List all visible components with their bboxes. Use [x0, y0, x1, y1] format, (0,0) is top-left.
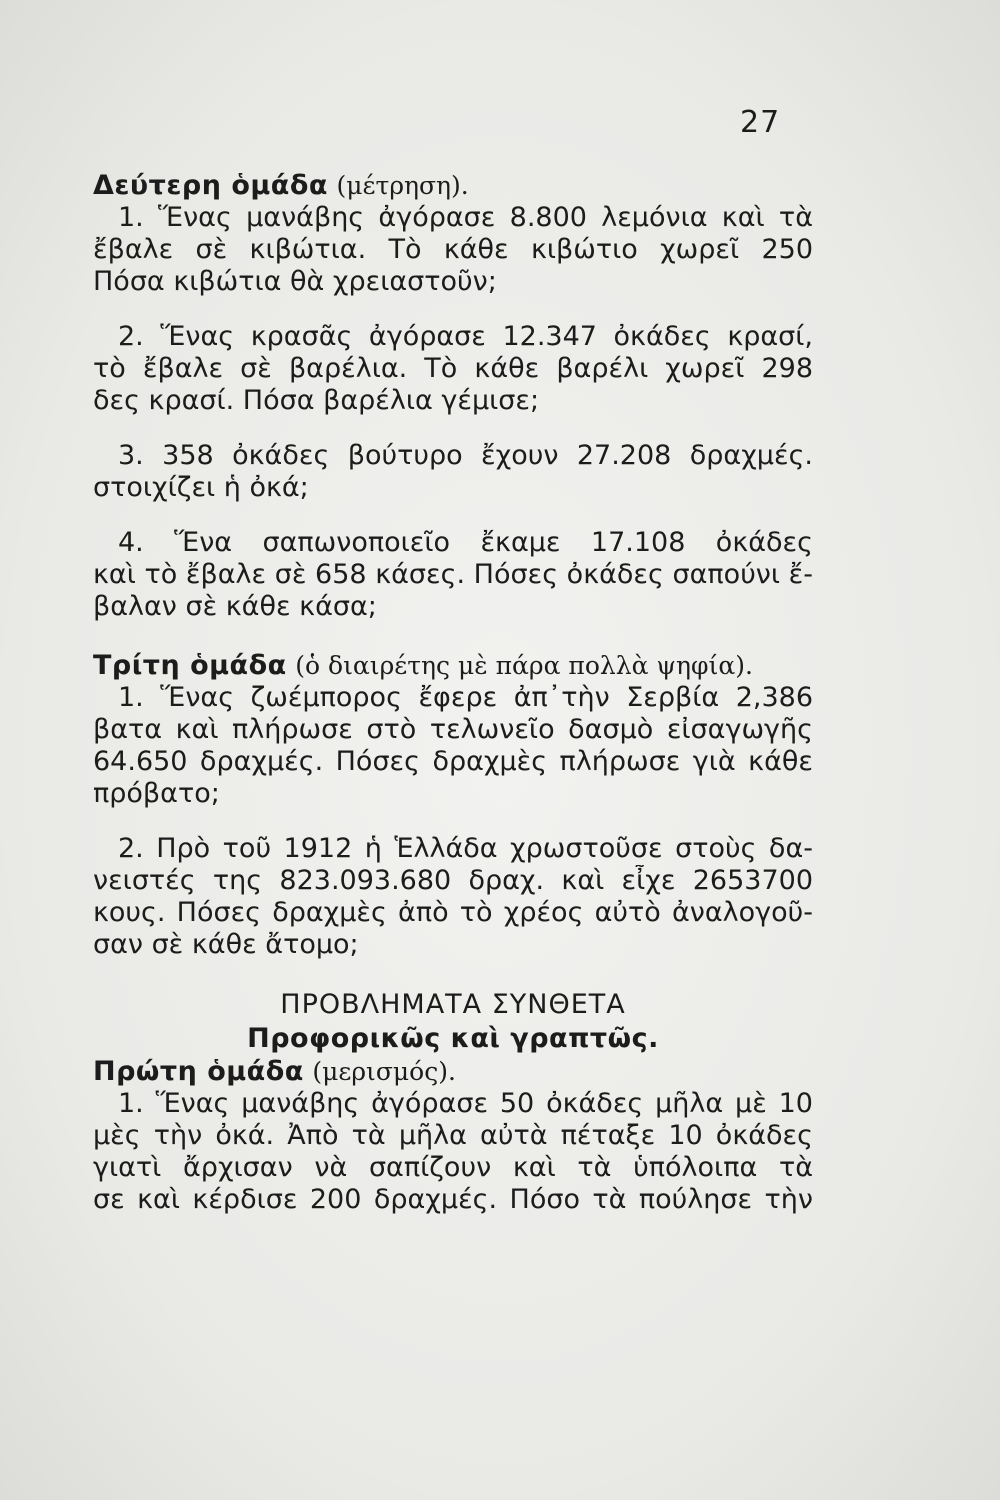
problem-line: βαλαν σὲ κάθε κάσα; [93, 591, 377, 622]
section-heading-title: Δεύτερη ὁμάδα [93, 170, 328, 201]
problem-line: 1. Ἕνας μανάβης ἀγόρασε 50 ὀκάδες μῆλα μὲ 10 [118, 1088, 813, 1119]
section-heading-first-group [93, 1056, 813, 1088]
problem-line: πρόβατο; [93, 778, 220, 809]
problem-line: 4. Ἕνα σαπωνοποιεῖο ἔκαμε 17.108 ὀκάδες [118, 527, 813, 558]
section-heading-subtitle: (ὁ διαιρέτης μὲ πάρα πολλὰ ψηφία). [295, 651, 753, 680]
problem-block [93, 833, 813, 961]
problem-line: μὲς τὴν ὀκά. Ἀπὸ τὰ μῆλα αὐτὰ πέταξε 10 ὀκάδες [93, 1120, 813, 1151]
page-content [93, 170, 813, 1216]
page-number: 27 [740, 105, 781, 140]
problem-line: 2. Ἕνας κρασᾶς ἀγόρασε 12.347 ὀκάδες κρασί, [118, 321, 813, 352]
section-heading-title: Τρίτη ὁμάδα [93, 650, 287, 681]
problem-block [93, 202, 813, 298]
problem-line: βατα καὶ πλήρωσε στὸ τελωνεῖο δασμὸ εἰσαγωγῆς [93, 714, 813, 745]
problem-line: καὶ τὸ ἔβαλε σὲ 658 κάσες. Πόσες ὀκάδες σαπούνι ἔ- [93, 559, 813, 590]
problem-line: 64.650 δραχμές. Πόσες δραχμὲς πλήρωσε γιὰ κάθε [93, 746, 813, 777]
problem-block [93, 682, 813, 810]
problem-line: κους. Πόσες δραχμὲς ἀπὸ τὸ χρέος αὐτὸ ἀναλογοῦ- [93, 897, 813, 928]
composite-problems-title: ΠΡΟΒΛΗΜΑΤΑ ΣΥΝΘΕΤΑ [280, 989, 626, 1020]
section-heading-title: Πρώτη ὁμάδα [93, 1056, 304, 1087]
problem-line: σαν σὲ κάθε ἄτομο; [93, 929, 359, 960]
section-heading-subtitle: (μερισμός). [312, 1057, 456, 1086]
problem-line: σε καὶ κέρδισε 200 δραχμές. Πόσο τὰ πούλησε τὴν [93, 1184, 813, 1215]
problem-line: 1. Ἕνας ζωέμπορος ἔφερε ἀπ᾿τὴν Σερβία 2,386 [118, 682, 813, 713]
problem-line: νειστές της 823.093.680 δραχ. καὶ εἶχε 2653700 [93, 865, 813, 896]
problem-line: Πόσα κιβώτια θὰ χρειαστοῦν; [93, 266, 497, 297]
section-heading-second-group [93, 170, 813, 202]
problem-line: ἔβαλε σὲ κιβώτια. Τὸ κάθε κιβώτιο χωρεῖ 250 [93, 234, 813, 265]
composite-problems-subtitle: Προφορικῶς καὶ γραπτῶς. [247, 1023, 659, 1054]
problem-line: τὸ ἔβαλε σὲ βαρέλια. Τὸ κάθε βαρέλι χωρεῖ 298 [93, 353, 813, 384]
section-heading-third-group [93, 650, 813, 682]
section-heading-subtitle: (μέτρηση). [336, 171, 469, 200]
problem-block [93, 440, 813, 504]
problem-line: στοιχίζει ἡ ὀκά; [93, 472, 309, 503]
problem-line: γιατὶ ἄρχισαν νὰ σαπίζουν καὶ τὰ ὑπόλοιπα τὰ [93, 1152, 813, 1183]
problem-line: 3. 358 ὀκάδες βούτυρο ἔχουν 27.208 δραχμές. [118, 440, 813, 471]
problem-line: 1. Ἕνας μανάβης ἀγόρασε 8.800 λεμόνια καὶ τὰ [118, 202, 813, 233]
problem-block [93, 321, 813, 417]
problem-block [93, 527, 813, 623]
problem-line: δες κρασί. Πόσα βαρέλια γέμισε; [93, 385, 540, 416]
problem-line: 2. Πρὸ τοῦ 1912 ἡ Ἑλλάδα χρωστοῦσε στοὺς δα- [118, 833, 813, 864]
problem-block [93, 1088, 813, 1216]
